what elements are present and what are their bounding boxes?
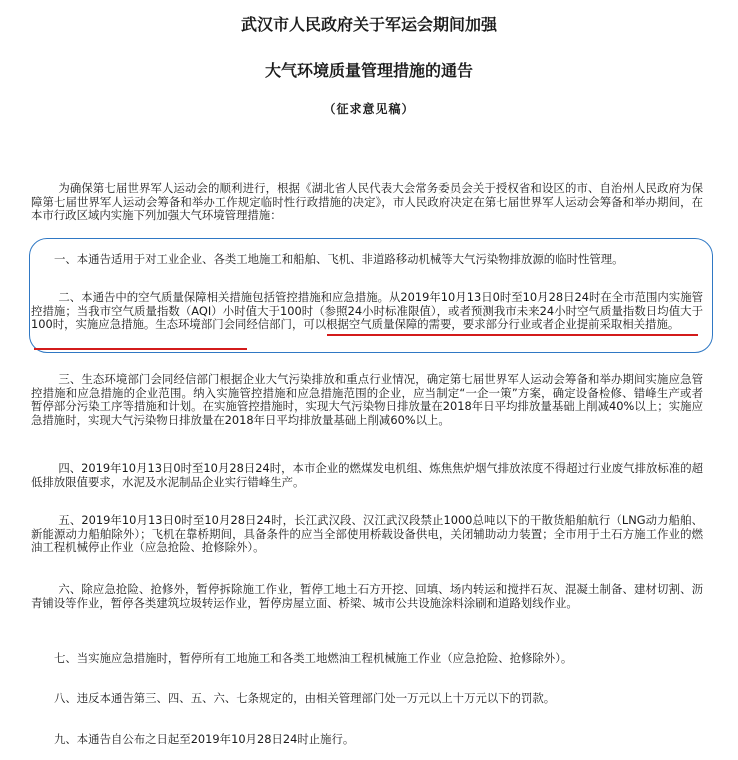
document-title-line-2: 大气环境质量管理措施的通告 [264, 61, 473, 80]
item-7-paragraph: 七、当实施应急措施时，暂停所有工地施工和各类工地燃油工程机械施工作业（应急抢险、抢修除外）。 [54, 651, 573, 665]
red-underline-annotation-1 [327, 334, 698, 336]
document-title-line-1: 武汉市人民政府关于军运会期间加强 [240, 15, 497, 34]
item-9-paragraph: 九、本通告自公布之日起至2019年10月28日24时止施行。 [54, 732, 355, 746]
item-3-paragraph: 三、生态环境部门会同经信部门根据企业大气污染排放和重点行业情况，确定第七届世界军人运动会筹备和举办期间实施应急管控措施和应急措施的企业范围。纳入实施管控措施和应急措施范围的企业，应当制定“一企一策”方案，确定设备检修、错峰生产或者暂停部分污染工序等措施和计划。在实施管控措施时，实现大气污染物日排放量在2018年日平均排放量基础上削减40%以上；实施应急措施时，实现大气污染物日排放量在2018年日平均排放量基础上削减60%以上。 [31, 372, 703, 427]
intro-paragraph: 为确保第七届世界军人运动会的顺利进行，根据《湖北省人民代表大会常务委员会关于授权省和设区的市、自治州人民政府为保障第七届世界军人运动会筹备和举办工作规定临时性行政措施的决定》，市人民政府决定在第七届世界军人运动会筹备和举办期间，在本市行政区域内实施下列加强大气环境管理措施： [31, 181, 703, 223]
item-6-paragraph: 六、除应急抢险、抢修外，暂停拆除施工作业，暂停工地土石方开挖、回填、场内转运和搅拌石灰、混凝土制备、建材切割、沥青铺设等作业，暂停各类建筑垃圾转运作业，暂停房屋立面、桥梁、城市公共设施涂料涂刷和道路划线作业。 [31, 582, 703, 610]
item-5-paragraph: 五、2019年10月13日0时至10月28日24时，长江武汉段、汉江武汉段禁止1000总吨以下的干散货船舶航行（LNG动力船舶、新能源动力船舶除外）；飞机在靠桥期间，具备条件的应当全部使用桥载设备供电，关闭辅助动力装置；全市用于土石方施工作业的燃油工程机械停止作业（应急抢险、抢修除外）。 [31, 513, 703, 555]
item-2-paragraph: 二、本通告中的空气质量保障相关措施包括管控措施和应急措施。从2019年10月13日0时至10月28日24时在全市范围内实施管控措施；当我市空气质量指数（AQI）小时值大于100时（参照24小时标准限值），或者预测我市未来24小时空气质量指数日均值大于100时，实施应急措施。生态环境部门会同经信部门，可以根据空气质量保障的需要，要求部分行业或者企业提前采取相关措施。 [31, 290, 703, 332]
item-1-paragraph: 一、本通告适用于对工业企业、各类工地施工和船舶、飞机、非道路移动机械等大气污染物排放源的临时性管理。 [54, 252, 624, 266]
red-underline-annotation-2 [34, 348, 247, 350]
item-8-paragraph: 八、违反本通告第三、四、五、六、七条规定的，由相关管理部门处一万元以上十万元以下的罚款。 [54, 691, 556, 705]
document-subtitle: （征求意见稿） [323, 102, 415, 116]
item-4-paragraph: 四、2019年10月13日0时至10月28日24时，本市企业的燃煤发电机组、炼焦焦炉烟气排放浓度不得超过行业废气排放标准的超低排放限值要求，水泥及水泥制品企业实行错峰生产。 [31, 461, 703, 489]
